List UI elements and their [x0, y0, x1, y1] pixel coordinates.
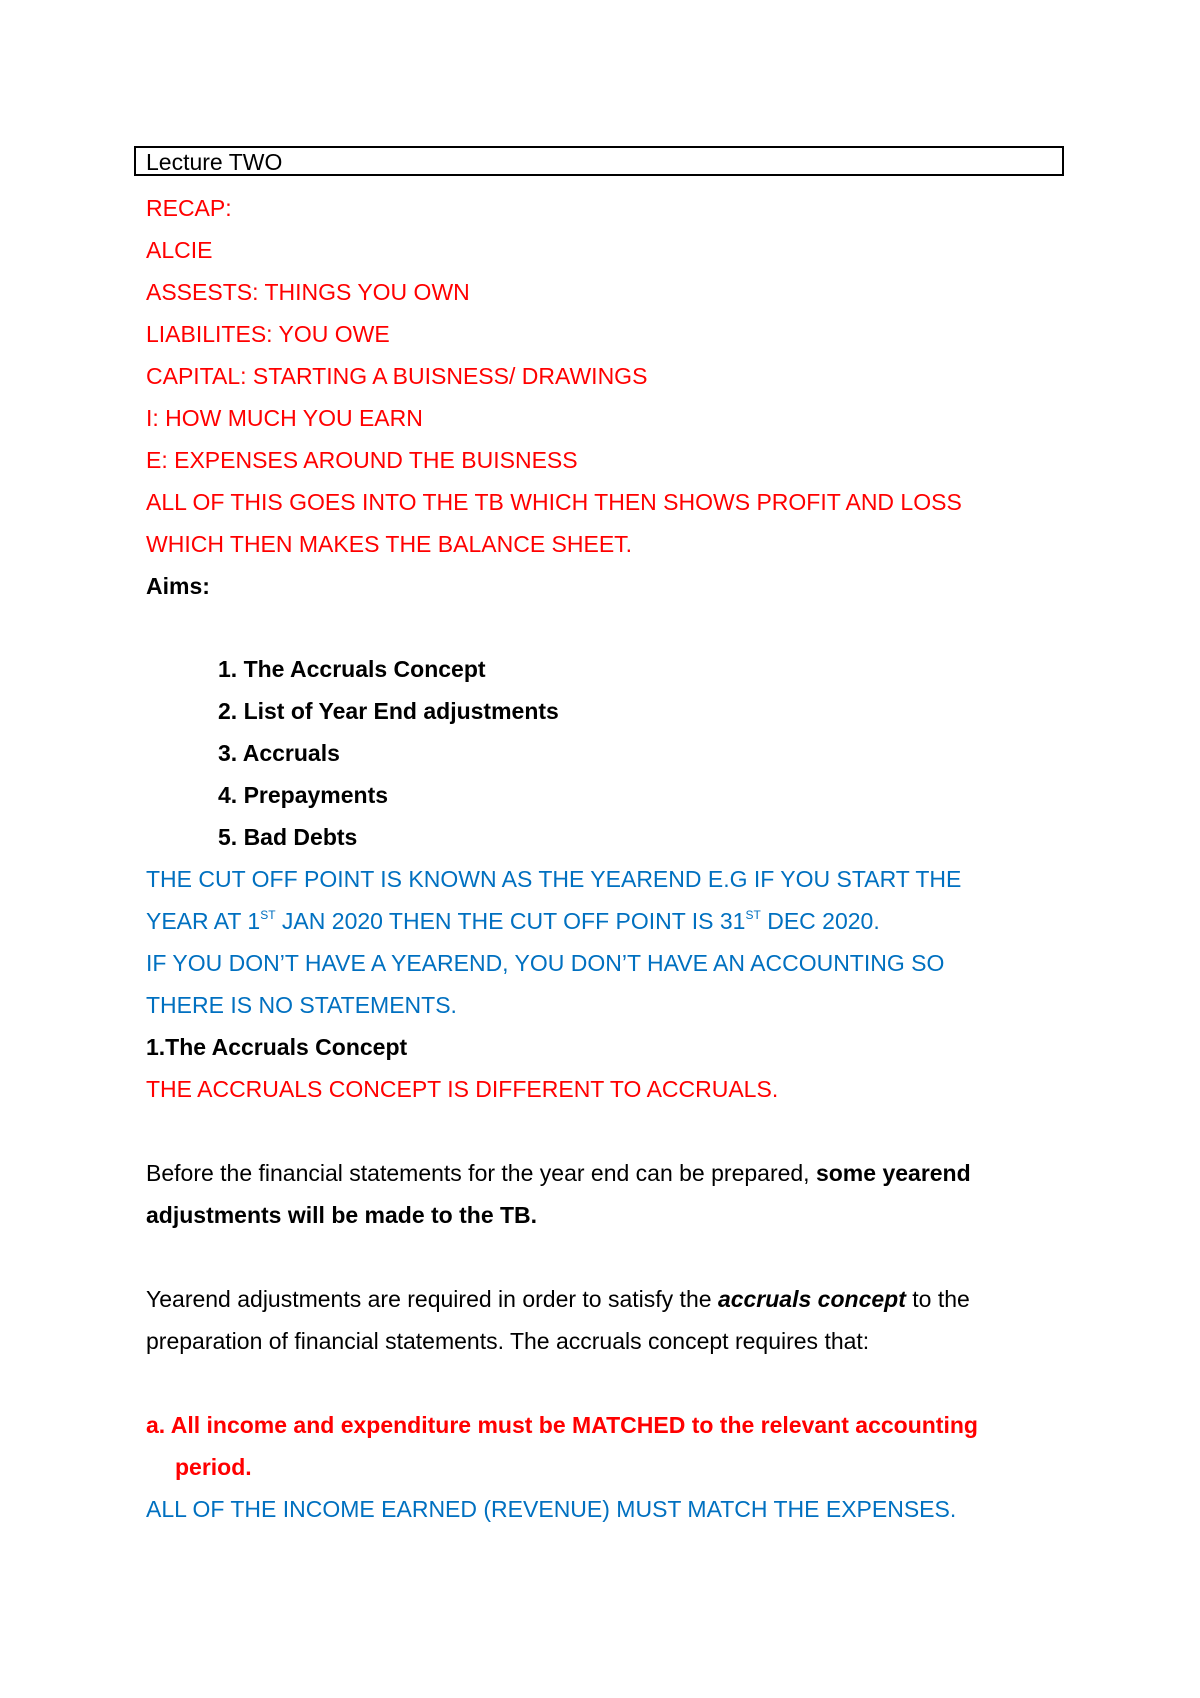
paragraph-line: Before the financial statements for the year end can be prepared, some yearend [146, 1160, 971, 1186]
recap-summary-line1: ALL OF THIS GOES INTO THE TB WHICH THEN SHOWS PROFIT AND LOSS [146, 489, 962, 515]
recap-heading: RECAP: [146, 195, 232, 221]
cutoff-line4: THERE IS NO STATEMENTS. [146, 992, 457, 1018]
recap-item-assets: ASSESTS: THINGS YOU OWN [146, 279, 470, 305]
section-heading: 1.The Accruals Concept [146, 1034, 408, 1060]
aims-heading: Aims: [146, 573, 210, 599]
paragraph-line: adjustments will be made to the TB. [146, 1202, 538, 1228]
aims-item: 1. The Accruals Concept [218, 656, 486, 682]
paragraph-line: preparation of financial statements. The accruals concept requires that: [146, 1328, 870, 1354]
cutoff-line1: THE CUT OFF POINT IS KNOWN AS THE YEAREND E.G IF YOU START THE [146, 866, 962, 892]
point-a-line2: period. [175, 1454, 252, 1480]
recap-acronym: ALCIE [146, 237, 213, 263]
aims-item: 5. Bad Debts [218, 824, 358, 850]
recap-item-liabilities: LIABILITES: YOU OWE [146, 321, 390, 347]
cutoff-line3: IF YOU DON’T HAVE A YEAREND, YOU DON’T HAVE AN ACCOUNTING SO [146, 950, 945, 976]
recap-summary-line2: WHICH THEN MAKES THE BALANCE SHEET. [146, 531, 633, 557]
recap-item-capital: CAPITAL: STARTING A BUISNESS/ DRAWINGS [146, 363, 648, 389]
cutoff-line2: YEAR AT 1ST JAN 2020 THEN THE CUT OFF POINT IS 31ST DEC 2020. [146, 908, 880, 934]
accruals-note: THE ACCRUALS CONCEPT IS DIFFERENT TO ACCRUALS. [146, 1076, 779, 1102]
point-a-line1: a. All income and expenditure must be MATCHED to the relevant accounting [146, 1412, 978, 1438]
final-note: ALL OF THE INCOME EARNED (REVENUE) MUST MATCH THE EXPENSES. [146, 1496, 957, 1522]
aims-item: 2. List of Year End adjustments [218, 698, 559, 724]
aims-item: 3. Accruals [218, 740, 340, 766]
paragraph-line: Yearend adjustments are required in order to satisfy the accruals concept to the [146, 1286, 970, 1312]
recap-item-expenses: E: EXPENSES AROUND THE BUISNESS [146, 447, 578, 473]
aims-item: 4. Prepayments [218, 782, 389, 808]
recap-item-income: I: HOW MUCH YOU EARN [146, 405, 423, 431]
lecture-title: Lecture TWO [134, 146, 1064, 176]
